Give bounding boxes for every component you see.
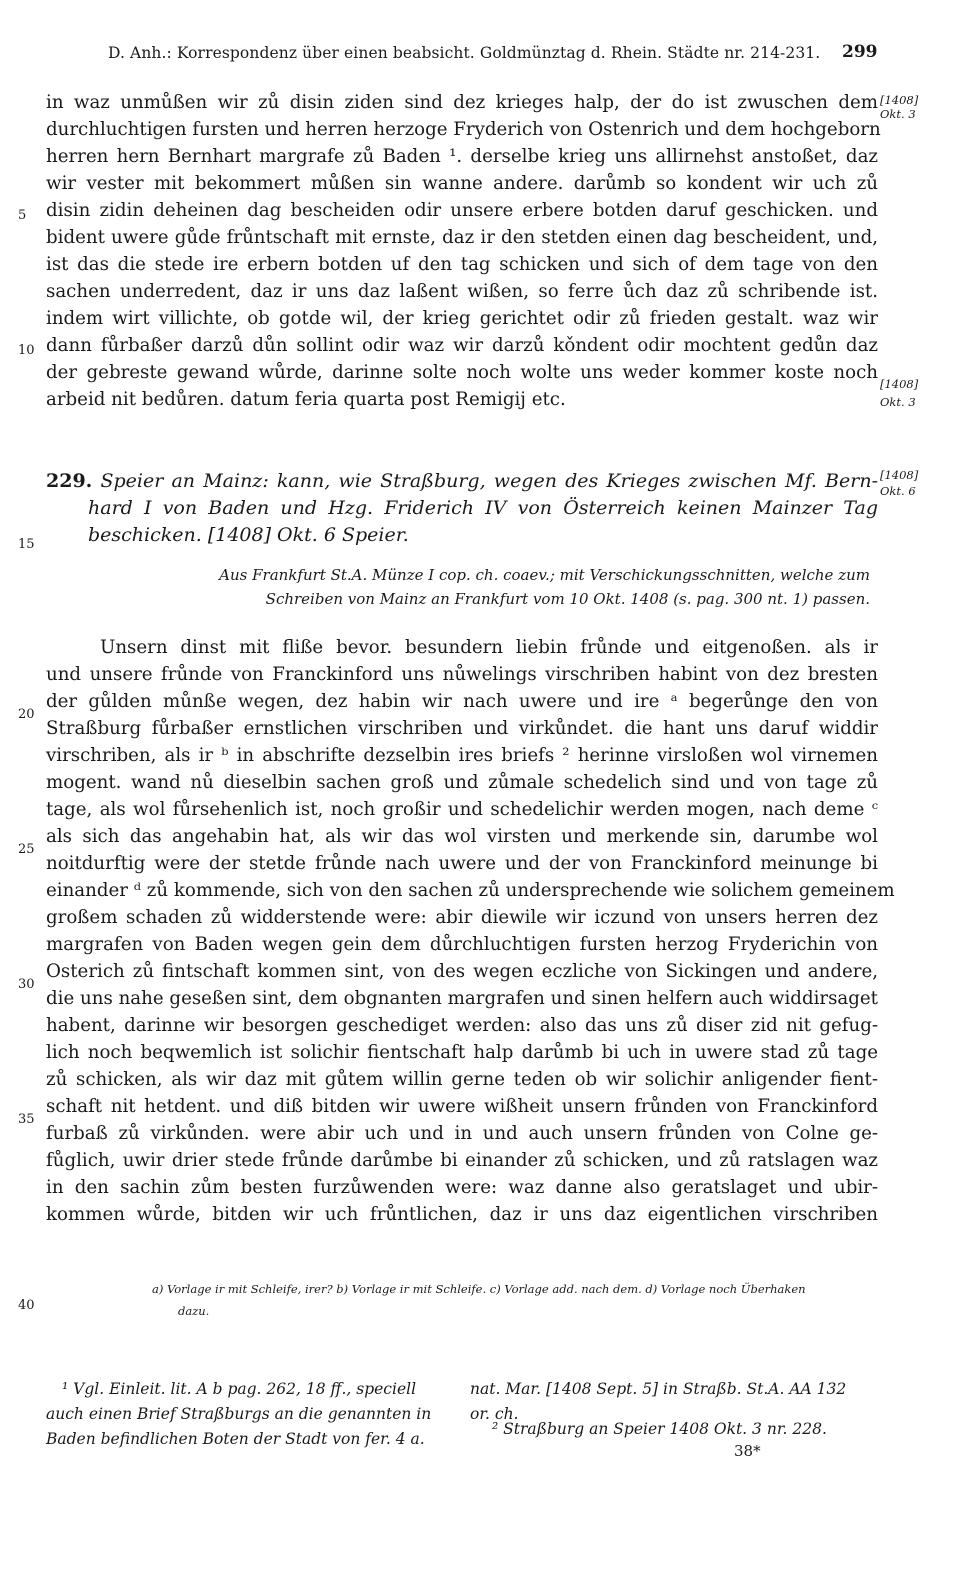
footnote-line: nat. Mar. [1408 Sept. 5] in Straßb. St.A. AA 132 bbox=[470, 1380, 847, 1398]
footnote-line: ¹ Vgl. Einleit. lit. A b pag. 262, 18 ff., speciell bbox=[62, 1380, 417, 1398]
line-number: 35 bbox=[18, 1112, 35, 1127]
line-number: 15 bbox=[18, 537, 35, 552]
text-line: der gebreste gewand wůrde, darinne solte noch wolte uns weder kommer koste noch bbox=[46, 362, 878, 383]
source-note: Aus Frankfurt St.A. Münze I cop. ch. coaev.; mit Verschickungsschnitten, welche zum bbox=[219, 566, 870, 584]
footnote-line: or. ch. bbox=[470, 1405, 519, 1423]
text-line: lich noch beqwemlich ist solichir fientschaft halp darůmb bi uch in uwere stad zů tage bbox=[46, 1042, 878, 1063]
text-line: indem wirt villichte, ob gotde wil, der krieg gerichtet odir zů frieden gestalt. waz wir bbox=[46, 308, 878, 329]
text-line: als sich das angehabin hat, als wir das wol virsten und merkende sin, darumbe wol bbox=[46, 826, 878, 847]
line-number: 30 bbox=[18, 977, 35, 992]
text-line: in den sachin zům besten furzůwenden were: waz danne also geratslaget und ubir- bbox=[46, 1177, 878, 1198]
text-line: einander ᵈ zů kommende, sich von den sachen zů undersprechende wie solichem gemeinem bbox=[46, 880, 895, 901]
document-number: 229. bbox=[46, 470, 93, 492]
running-title: D. Anh.: Korrespondenz über einen beabsicht. Goldmünztag d. Rhein. Städte nr. 214-231. bbox=[108, 44, 821, 62]
margin-date-day: Okt. 3 bbox=[880, 107, 916, 121]
text-line: furbaß zů virkůnden. were abir uch und in und auch unsern frůnden von Colne ge- bbox=[46, 1123, 878, 1144]
text-line: kommen wůrde, bitden wir uch frůntlichen, daz ir uns daz eigentlichen virschriben bbox=[46, 1204, 878, 1225]
margin-date-year: [1408] bbox=[880, 93, 919, 107]
text-line: dann fůrbaßer darzů důn sollint odir waz wir darzů kǒndent odir mochtent gedůn daz bbox=[46, 335, 878, 356]
sheet-signature: 38* bbox=[734, 1442, 761, 1460]
text-line: arbeid nit bedůren. datum feria quarta post Remigij etc. bbox=[46, 389, 566, 410]
text-line: fůglich, uwir drier stede frůnde darůmbe bi einander zů schicken, und zů ratslagen waz bbox=[46, 1150, 878, 1171]
text-line: virschriben, als ir ᵇ in abschrifte dezselbin ires briefs ² herinne virsloßen wol virnemen bbox=[46, 745, 878, 766]
line-number: 10 bbox=[18, 343, 35, 358]
text-line: in waz unmůßen wir zů disin ziden sind dez krieges halp, der do ist zwuschen dem bbox=[46, 92, 878, 113]
document-title-line bbox=[46, 470, 878, 492]
margin-date-year: [1408] bbox=[880, 468, 919, 482]
page-number: 299 bbox=[842, 42, 878, 62]
text-line: wir vester mit bekommert můßen sin wanne andere. darůmb so kondent wir uch zů bbox=[46, 173, 878, 194]
document-title-line: hard I von Baden und Hzg. Friderich IV von Österreich keinen Mainzer Tag bbox=[88, 497, 878, 519]
line-number: 25 bbox=[18, 842, 35, 857]
text-line: der gůlden můnße wegen, dez habin wir nach uwere und ire ᵃ begerůnge den von bbox=[46, 691, 878, 712]
line-number: 40 bbox=[18, 1298, 35, 1313]
apparatus-note: a) Vorlage ir mit Schleife, irer? b) Vorlage ir mit Schleife. c) Vorlage add. nach dem. d) Vorlage noch Überhaken bbox=[152, 1282, 806, 1296]
apparatus-note: dazu. bbox=[178, 1304, 210, 1318]
line-number: 20 bbox=[18, 707, 35, 722]
text-line: ist das die stede ire erbern botden uf den tag schicken und sich of dem tage von den bbox=[46, 254, 878, 275]
text-line: mogent. wand nů dieselbin sachen groß und zůmale schedelich sind und von tage zů bbox=[46, 772, 878, 793]
text-line: margrafen von Baden wegen gein dem důrchluchtigen fursten herzog Fryderichin von bbox=[46, 934, 878, 955]
text-line: herren hern Bernhart margrafe zů Baden ¹. derselbe krieg uns allirnehst anstoßet, daz bbox=[46, 146, 878, 167]
text-line: tage, als wol fůrsehenlich ist, noch großir und schedelichir werden mogen, nach deme ᶜ bbox=[46, 799, 878, 820]
footnote-line: auch einen Brief Straßburgs an die genannten in bbox=[46, 1405, 432, 1423]
text-line: die uns nahe geseßen sint, dem obgnanten margrafen und sinen helfern auch widdirsaget bbox=[46, 988, 878, 1009]
margin-date-year: [1408] bbox=[880, 377, 919, 391]
document-title-text: Speier an Mainz: kann, wie Straßburg, wegen des Krieges zwischen Mf. Bern- bbox=[100, 470, 878, 492]
margin-date-day: Okt. 3 bbox=[880, 395, 916, 409]
source-note: Schreiben von Mainz an Frankfurt vom 10 Okt. 1408 (s. pag. 300 nt. 1) passen. bbox=[265, 590, 870, 608]
document-title-line: beschicken. [1408] Okt. 6 Speier. bbox=[88, 524, 409, 546]
text-line: disin zidin deheinen dag bescheiden odir unsere erbere botden daruf geschicken. und bbox=[46, 200, 878, 221]
footnote-line: ² Straßburg an Speier 1408 Okt. 3 nr. 228. bbox=[492, 1420, 827, 1438]
line-number: 5 bbox=[18, 208, 27, 223]
text-line: und unsere frůnde von Franckinford uns nůwelings virschriben habint von dez bresten bbox=[46, 664, 878, 685]
text-line: Osterich zů fintschaft kommen sint, von des wegen eczliche von Sickingen und andere, bbox=[46, 961, 878, 982]
text-line: noitdurftig were der stetde frůnde nach uwere und der von Franckinford meinunge bi bbox=[46, 853, 878, 874]
text-line: durchluchtigen fursten und herren herzoge Fryderich von Ostenrich und dem hochgeborn bbox=[46, 119, 881, 140]
text-line: Straßburg fůrbaßer ernstlichen virschriben und virkůndet. die hant uns daruf widdir bbox=[46, 718, 878, 739]
text-line: sachen underredent, daz ir uns daz laßent wißen, so ferre ůch daz zů schribende ist. bbox=[46, 281, 878, 302]
margin-date-day: Okt. 6 bbox=[880, 484, 916, 498]
text-line: schaft nit hetdent. und diß bitden wir uwere wißheit unsern frůnden von Franckinford bbox=[46, 1096, 878, 1117]
text-line: Unsern dinst mit fliße bevor. besundern liebin frůnde und eitgenoßen. als ir bbox=[100, 637, 878, 658]
text-line: habent, darinne wir besorgen geschediget werden: also das uns zů diser zid nit gefug- bbox=[46, 1015, 878, 1036]
text-line: zů schicken, als wir daz mit gůtem willin gerne teden ob wir solichir anligender fient- bbox=[46, 1069, 878, 1090]
text-line: bident uwere gůde frůntschaft mit ernste, daz ir den stetden einen dag bescheident, und, bbox=[46, 227, 878, 248]
footnote-line: Baden befindlichen Boten der Stadt von fer. 4 a. bbox=[46, 1430, 425, 1448]
text-line: großem schaden zů widderstende were: abir diewile wir iczund von unsers herren dez bbox=[46, 907, 878, 928]
